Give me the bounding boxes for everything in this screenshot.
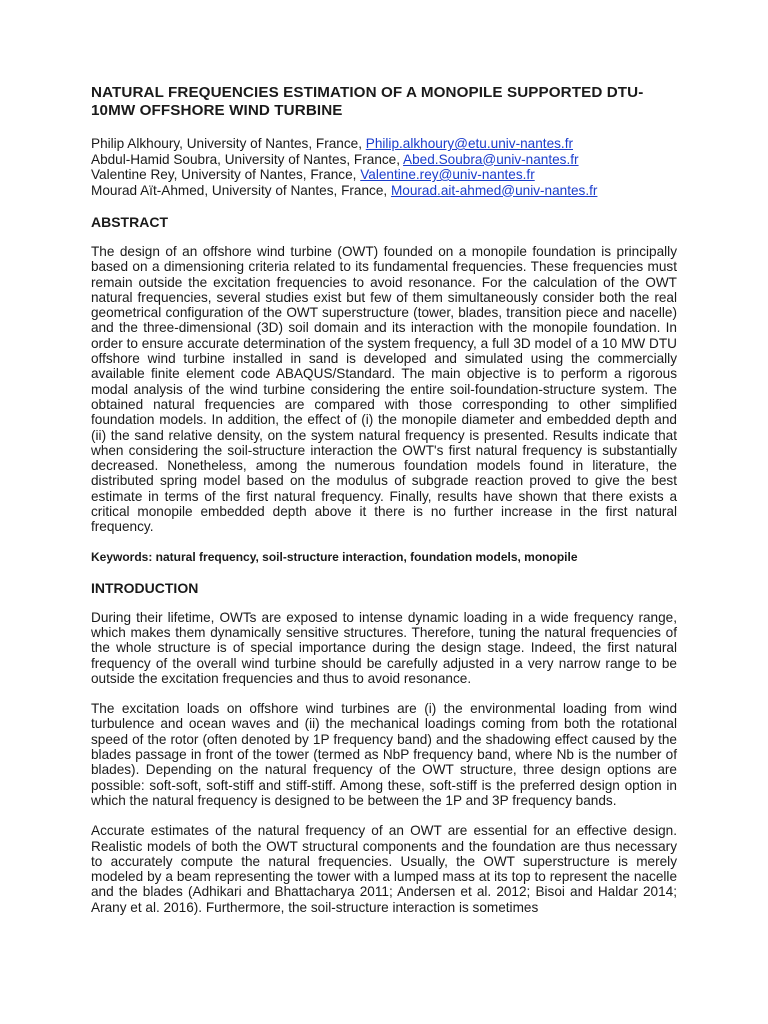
intro-paragraph-3: Accurate estimates of the natural frequency of an OWT are essential for an effective design. Realistic models of both the OWT structural components and the foundation are thus necessary to accurately compute the natural frequencies. Usually, the OWT superstructure is merely modeled by a beam representing the tower with a lumped mass at its top to represent the nacelle and the blades (Adhikari and Bhattacharya 2011; Andersen et al. 2012; Bisoi and Haldar 2014; Arany et al. 2016). Furthermore, the soil-structure interaction is sometimes <box>91 823 677 915</box>
author-affiliation: Abdul-Hamid Soubra, University of Nantes, France, <box>91 151 404 167</box>
author-line <box>91 183 677 199</box>
intro-paragraph-1: During their lifetime, OWTs are exposed to intense dynamic loading in a wide frequency range, which makes them dynamically sensitive structures. Therefore, tuning the natural frequencies of the whole structure is of special importance during the design stage. Indeed, the first natural frequency of the overall wind turbine should be carefully adjusted in a very narrow range to be outside the excitation frequencies and thus to avoid resonance. <box>91 609 677 686</box>
author-email-link[interactable]: Abed.Soubra@univ-nantes.fr <box>403 151 579 167</box>
author-line <box>91 167 677 183</box>
intro-paragraph-2: The excitation loads on offshore wind turbines are (i) the environmental loading from wind turbulence and ocean waves and (ii) the mechanical loadings coming from both the rotational speed of the rotor (often denoted by 1P frequency band) and the shadowing effect caused by the blades passage in front of the tower (termed as NbP frequency band, where Nb is the number of blades). Depending on the natural frequency of the OWT structure, three design options are possible: soft-soft, soft-stiff and stiff-stiff. Among these, soft-stiff is the preferred design option in which the natural frequency is designed to be between the 1P and 3P frequency bands. <box>91 701 677 808</box>
author-affiliation: Philip Alkhoury, University of Nantes, France, <box>91 136 366 151</box>
paper-title: NATURAL FREQUENCIES ESTIMATION OF A MONOPILE SUPPORTED DTU-10MW OFFSHORE WIND TURBINE <box>91 84 644 119</box>
abstract-heading: ABSTRACT <box>91 214 168 230</box>
keywords-line: Keywords: natural frequency, soil-structure interaction, foundation models, monopile <box>91 549 578 564</box>
author-affiliation: Valentine Rey, University of Nantes, France, <box>91 167 361 182</box>
author-line <box>91 136 677 152</box>
introduction-heading: INTRODUCTION <box>91 579 199 596</box>
author-line <box>91 152 677 168</box>
author-email-link[interactable]: Valentine.rey@univ-nantes.fr <box>360 167 535 182</box>
abstract-paragraph: The design of an offshore wind turbine (OWT) founded on a monopile foundation is principally based on a dimensioning criteria related to its fundamental frequencies. These frequencies must remain outside the excitation frequencies to avoid resonance. For the calculation of the OWT natural frequencies, several studies exist but few of them simultaneously consider both the real geometrical configuration of the OWT superstructure (tower, blades, transition piece and nacelle) and the three-dimensional (3D) soil domain and its interaction with the monopile foundation. In order to ensure accurate determination of the system frequency, a full 3D model of a 10 MW DTU offshore wind turbine installed in sand is developed and simulated using the commercially available finite element code ABAQUS/Standard. The main objective is to perform a rigorous modal analysis of the wind turbine considering the entire soil-foundation-structure system. The obtained natural frequencies are compared with those corresponding to other simplified foundation models. In addition, the effect of (i) the monopile diameter and embedded depth and (ii) the sand relative density, on the system natural frequency is presented. Results indicate that when considering the soil-structure interaction the OWT's first natural frequency is substantially decreased. Nonetheless, among the numerous foundation models found in literature, the distributed spring model based on the modulus of subgrade reaction proved to give the best estimate in terms of the first natural frequency. Finally, results have shown that there exists a critical monopile embedded depth above it there is no further increase in the first natural frequency. <box>91 244 677 535</box>
author-email-link[interactable]: Philip.alkhoury@etu.univ-nantes.fr <box>365 136 574 151</box>
author-email-link[interactable]: Mourad.ait-ahmed@univ-nantes.fr <box>390 182 598 198</box>
author-affiliation: Mourad Aït-Ahmed, University of Nantes, France, <box>91 182 391 198</box>
author-list <box>91 136 677 198</box>
paper-page <box>91 84 677 930</box>
